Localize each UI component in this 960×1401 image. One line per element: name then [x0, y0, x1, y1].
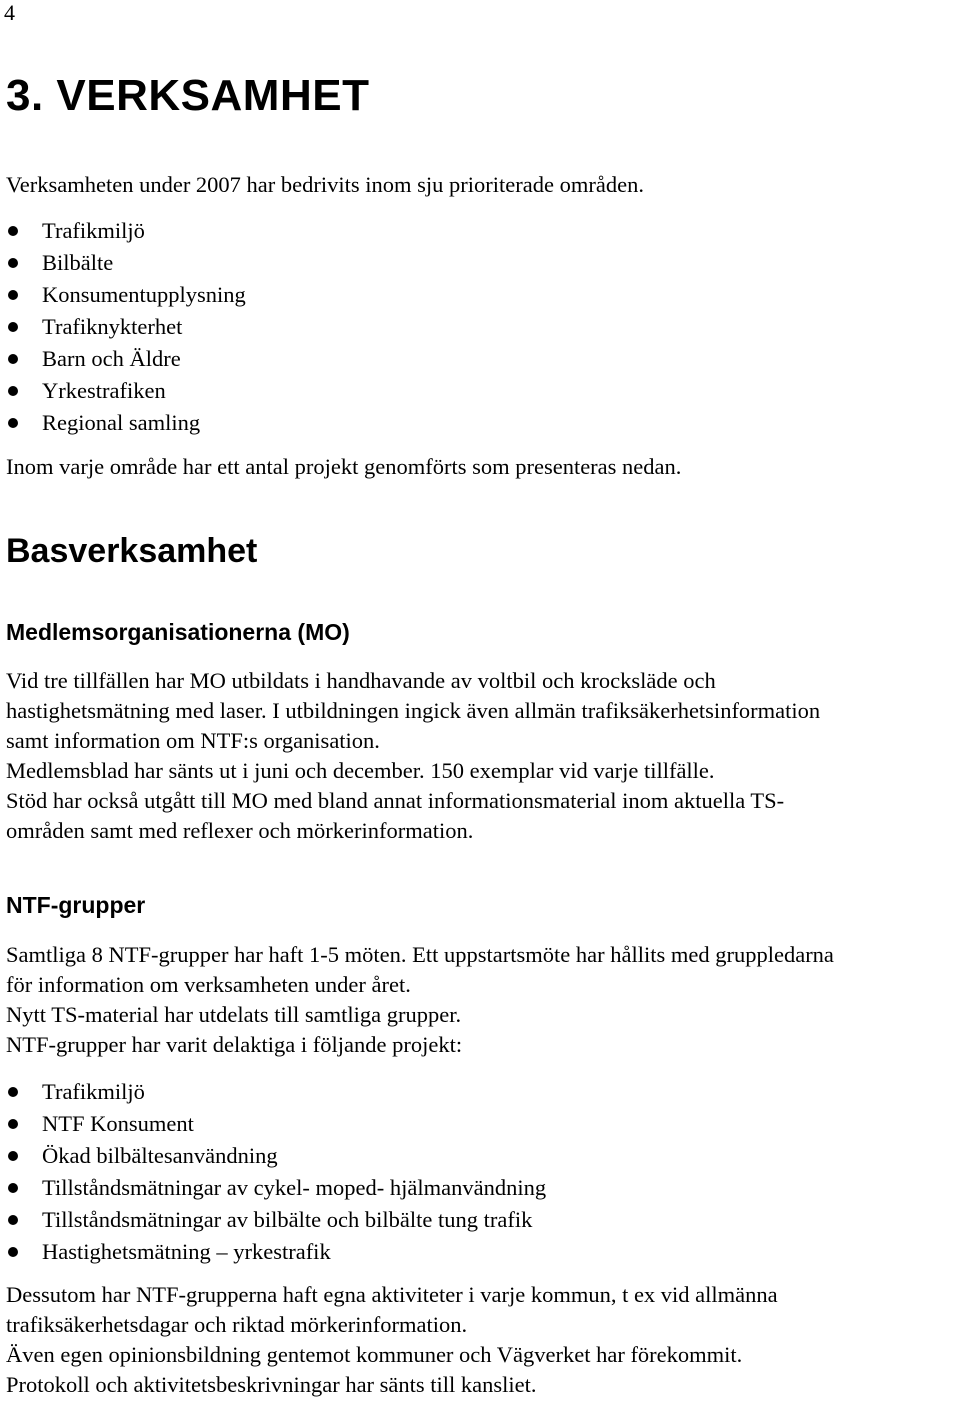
text-line: Protokoll och aktivitetsbeskrivningar har sänts till kansliet. — [6, 1372, 537, 1397]
list-item: Ökad bilbältesanvändning — [0, 1140, 546, 1172]
text-line: områden samt med reflexer och mörkerinformation. — [6, 818, 474, 843]
areas-note: Inom varje område har ett antal projekt genomförts som presenteras nedan. — [6, 454, 682, 479]
text-line: Även egen opinionsbildning gentemot kommuner och Vägverket har förekommit. — [6, 1342, 743, 1367]
ntf-subheading: NTF-grupper — [6, 892, 146, 918]
list-item: Konsumentupplysning — [0, 279, 246, 311]
list-item: Tillståndsmätningar av bilbälte och bilbälte tung trafik — [0, 1204, 546, 1236]
list-item: Barn och Äldre — [0, 343, 246, 375]
text-line: hastighetsmätning med laser. I utbildningen ingick även allmän trafiksäkerhetsinformation — [6, 698, 821, 723]
text-line: NTF-grupper har varit delaktiga i följande projekt: — [6, 1032, 463, 1057]
text-line: Medlemsblad har sänts ut i juni och december. 150 exemplar vid varje tillfälle. — [6, 758, 715, 783]
list-item: Hastighetsmätning – yrkestrafik — [0, 1236, 546, 1268]
text-line: Nytt TS-material har utdelats till samtliga grupper. — [6, 1002, 462, 1027]
text-line: samt information om NTF:s organisation. — [6, 728, 380, 753]
closing-paragraph — [6, 1280, 778, 1400]
mo-paragraph — [6, 666, 820, 846]
chapter-heading: 3. VERKSAMHET — [6, 71, 370, 120]
text-line: Samtliga 8 NTF-grupper har haft 1-5 möten. Ett uppstartsmöte har hållits med gruppledarna — [6, 942, 834, 967]
ntf-projects-list — [0, 1076, 546, 1268]
text-line: Stöd har också utgått till MO med bland annat informationsmaterial inom aktuella TS- — [6, 788, 785, 813]
mo-subheading: Medlemsorganisationerna (MO) — [6, 619, 350, 645]
list-item: Trafikmiljö — [0, 1076, 546, 1108]
text-line: Vid tre tillfällen har MO utbildats i handhavande av voltbil och krocksläde och — [6, 668, 716, 693]
intro-paragraph: Verksamheten under 2007 har bedrivits inom sju prioriterade områden. — [6, 172, 644, 197]
section-title: Basverksamhet — [6, 532, 258, 570]
list-item: Regional samling — [0, 407, 246, 439]
page-number: 4 — [4, 0, 15, 25]
text-line: Dessutom har NTF-grupperna haft egna aktiviteter i varje kommun, t ex vid allmänna — [6, 1282, 778, 1307]
ntf-paragraph — [6, 940, 834, 1060]
list-item: Tillståndsmätningar av cykel- moped- hjälmanvändning — [0, 1172, 546, 1204]
list-item: Yrkestrafiken — [0, 375, 246, 407]
list-item: Trafikmiljö — [0, 215, 246, 247]
list-item: NTF Konsument — [0, 1108, 546, 1140]
text-line: trafiksäkerhetsdagar och riktad mörkerinformation. — [6, 1312, 468, 1337]
areas-list — [0, 215, 246, 439]
text-line: för information om verksamheten under året. — [6, 972, 411, 997]
list-item: Bilbälte — [0, 247, 246, 279]
list-item: Trafiknykterhet — [0, 311, 246, 343]
